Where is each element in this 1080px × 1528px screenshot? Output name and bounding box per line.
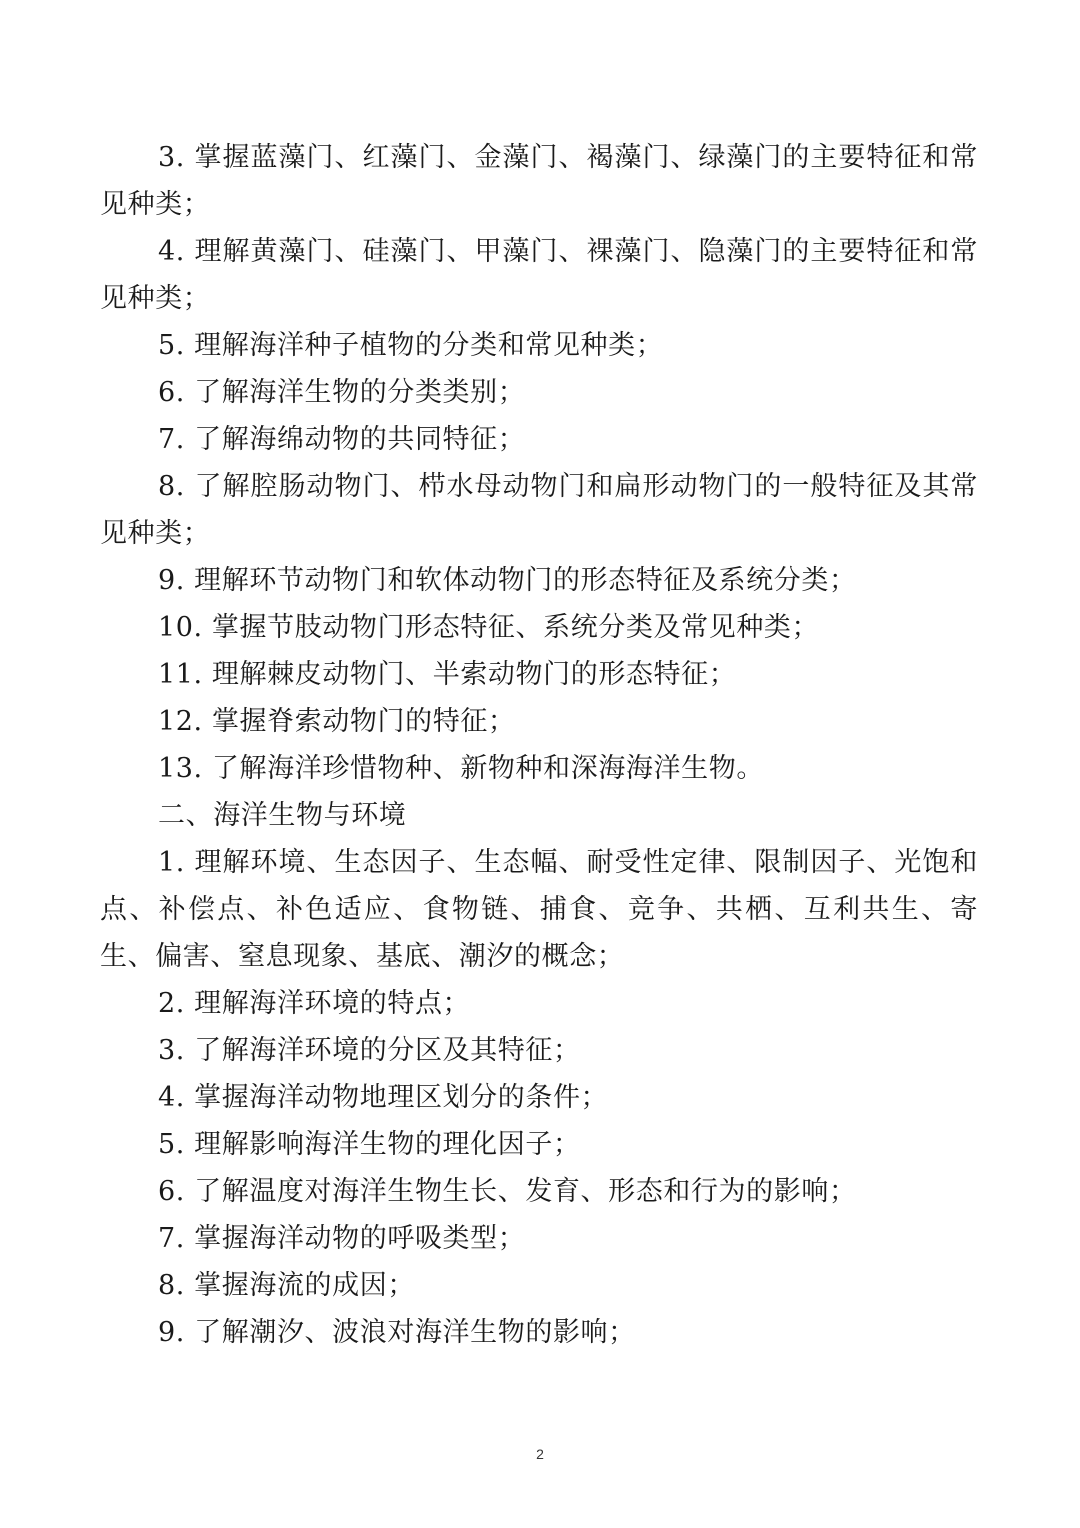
list-item: 9. 了解潮汐、波浪对海洋生物的影响； [158,1317,636,1348]
list-item: 10. 掌握节肢动物门形态特征、系统分类及常见种类； [158,612,820,643]
list-item: 2. 理解海洋环境的特点； [158,988,471,1019]
list-item: 13. 了解海洋珍惜物种、新物种和深海海洋生物。 [158,753,764,784]
list-item: 4. 理解黄藻门、硅藻门、甲藻门、裸藻门、隐藻门的主要特征和常见种类； [100,236,978,314]
list-item: 8. 掌握海流的成因； [158,1270,415,1301]
list-item: 9. 理解环节动物门和软体动物门的形态特征及系统分类； [158,565,857,596]
list-item: 6. 了解海洋生物的分类类别； [158,377,526,408]
list-item: 4. 掌握海洋动物地理区划分的条件； [158,1082,609,1113]
list-item: 8. 了解腔肠动物门、栉水母动物门和扁形动物门的一般特征及其常见种类； [100,471,978,549]
list-item: 5. 理解海洋种子植物的分类和常见种类； [158,330,664,361]
list-item: 3. 掌握蓝藻门、红藻门、金藻门、褐藻门、绿藻门的主要特征和常见种类； [100,142,978,220]
list-item: 5. 理解影响海洋生物的理化因子； [158,1129,581,1160]
page-content [100,134,978,1356]
list-item: 3. 了解海洋环境的分区及其特征； [158,1035,581,1066]
section-heading: 二、海洋生物与环境 [158,800,407,831]
page-number: 2 [536,1446,544,1462]
list-item: 12. 掌握脊索动物门的特征； [158,706,516,737]
list-item: 11. 理解棘皮动物门、半索动物门的形态特征； [158,659,737,690]
list-item: 7. 掌握海洋动物的呼吸类型； [158,1223,526,1254]
list-item: 1. 理解环境、生态因子、生态幅、耐受性定律、限制因子、光饱和点、补偿点、补色适应、食物链、捕食、竞争、共栖、互利共生、寄生、偏害、窒息现象、基底、潮汐的概念； [100,847,978,972]
list-item: 6. 了解温度对海洋生物生长、发育、形态和行为的影响； [158,1176,857,1207]
list-item: 7. 了解海绵动物的共同特征； [158,424,526,455]
